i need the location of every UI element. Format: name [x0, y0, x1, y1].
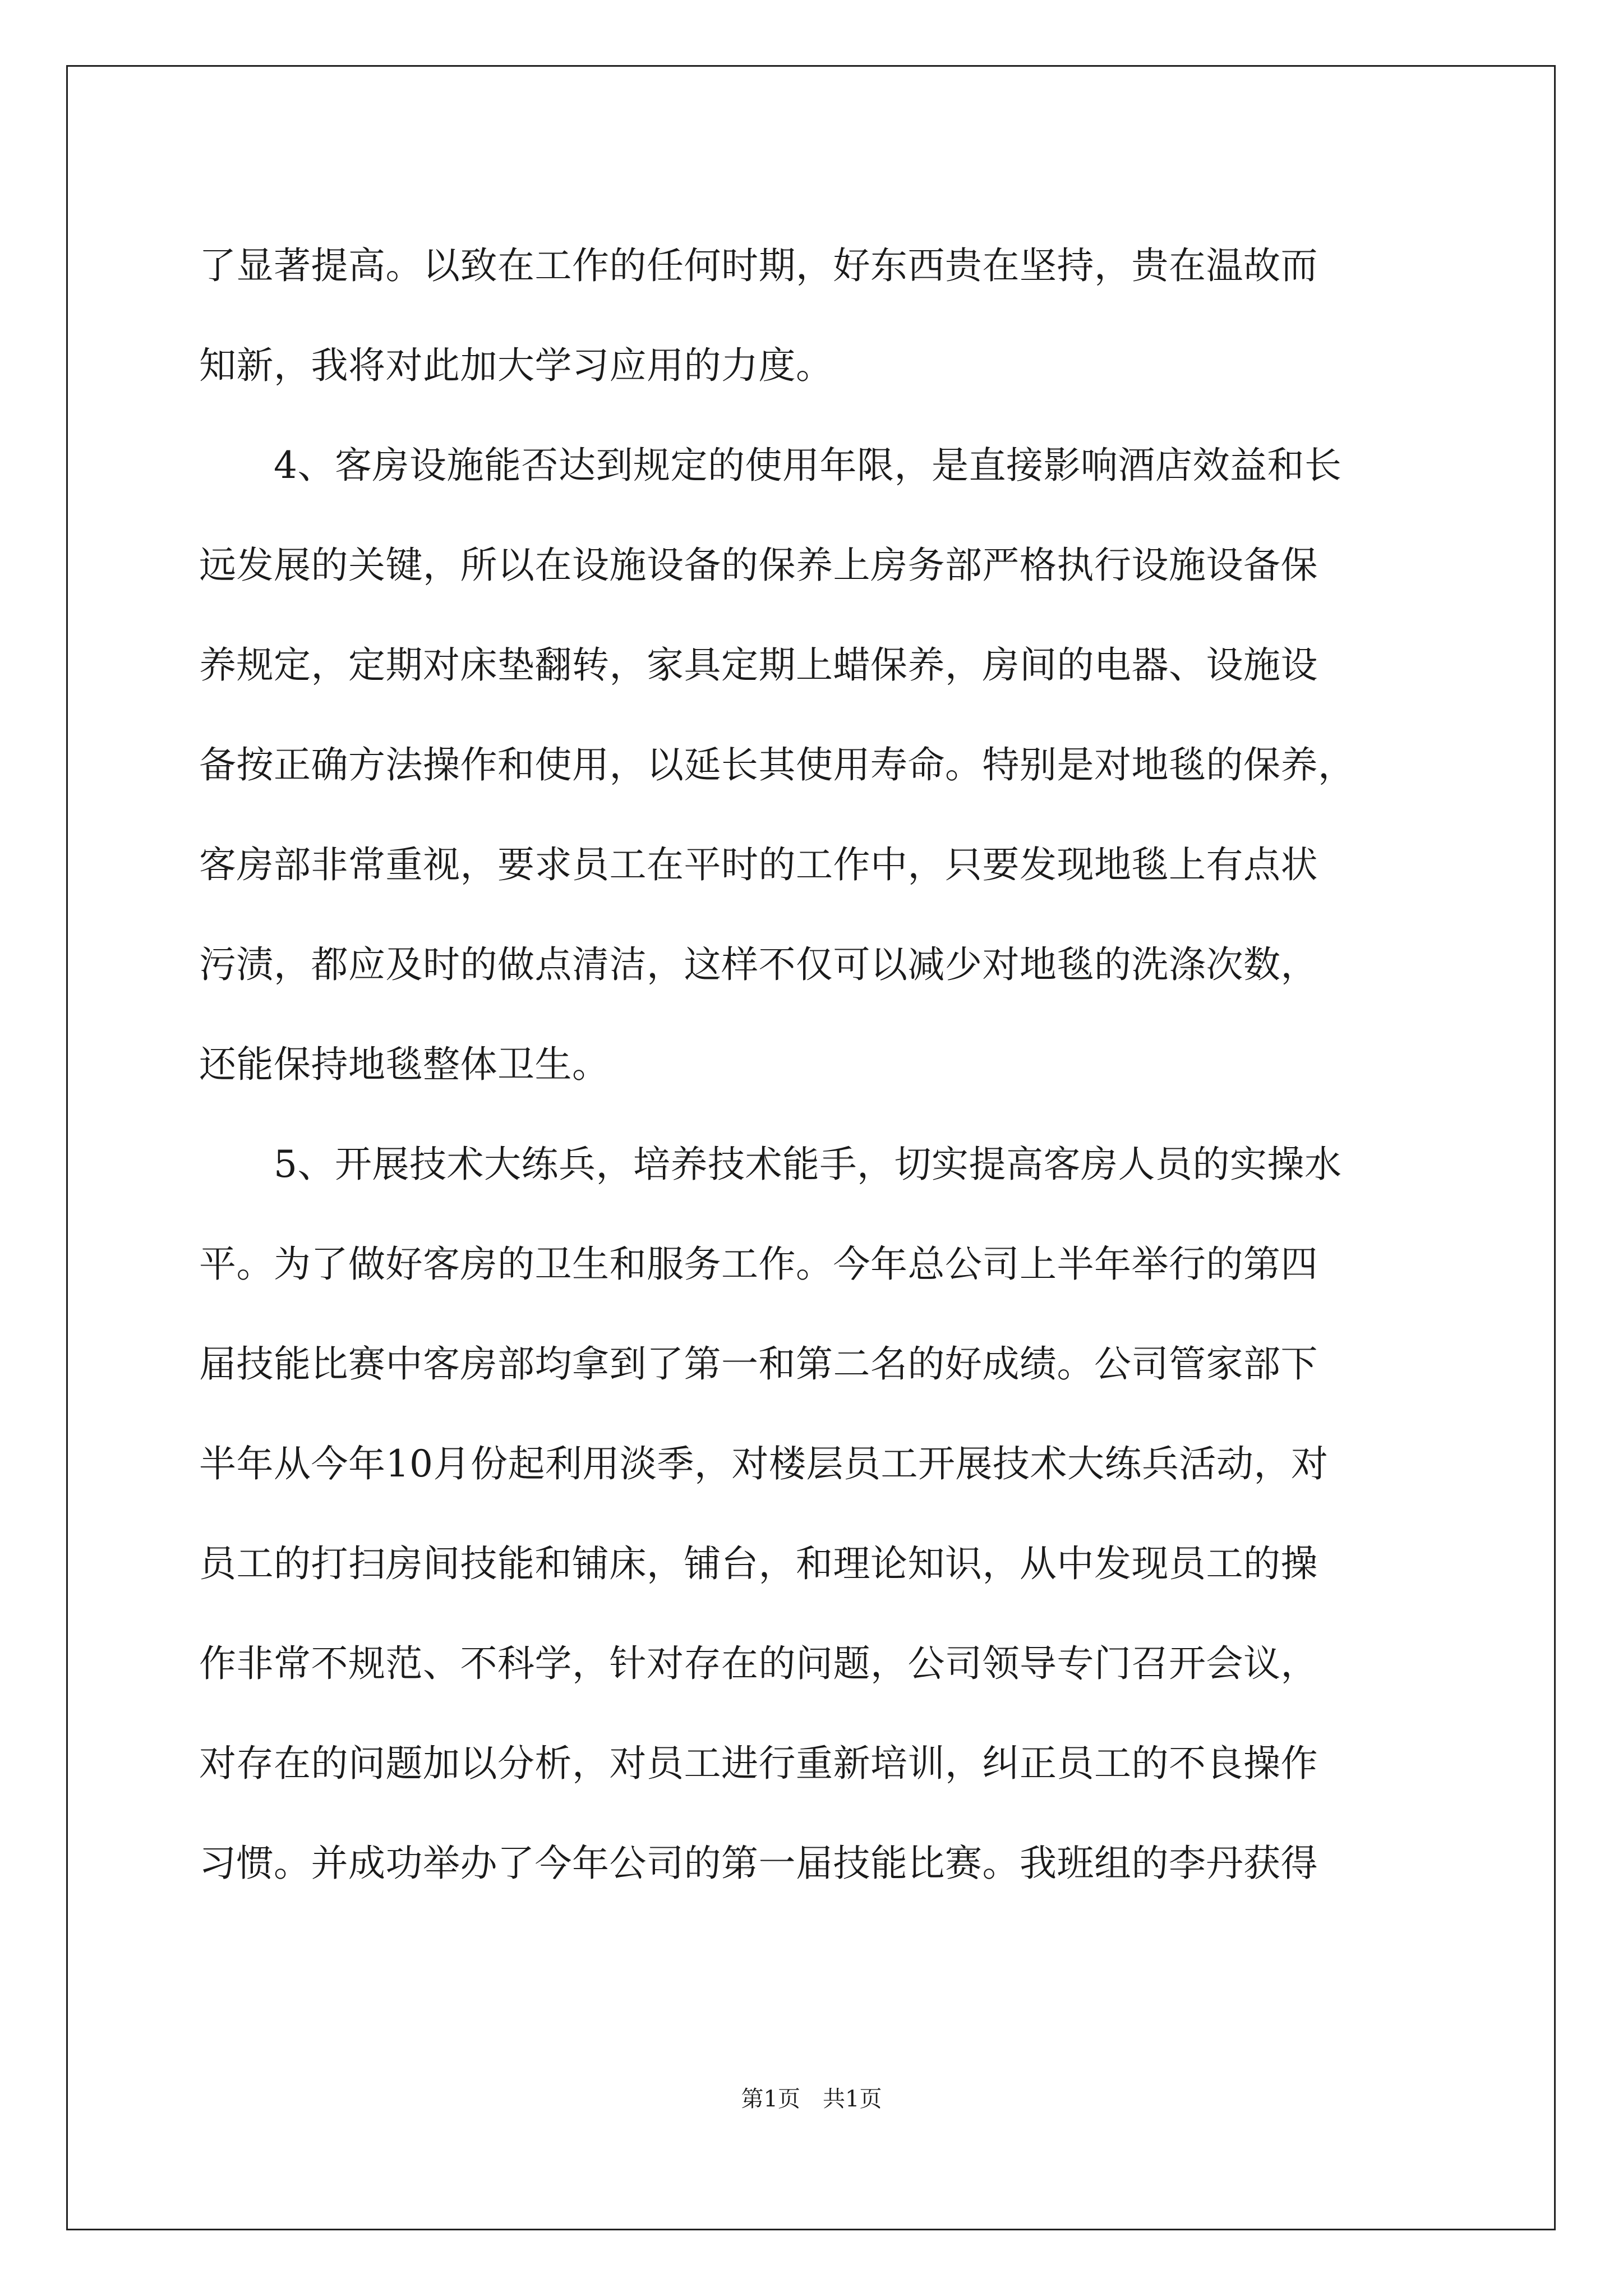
text-line: 半年从今年10月份起利用淡季，对楼层员工开展技术大练兵活动，对	[199, 1442, 1329, 1485]
text-line: 备按正确方法操作和使用，以延长其使用寿命。特别是对地毯的保养，	[199, 743, 1355, 786]
text-line: 了显著提高。以致在工作的任何时期，好东西贵在坚持，贵在温故而	[199, 244, 1318, 287]
text-line: 知新，我将对此加大学习应用的力度。	[199, 344, 833, 387]
text-line: 5、开展技术大练兵，培养技术能手，切实提高客房人员的实操水	[199, 1143, 1342, 1186]
text-line: 4、客房设施能否达到规定的使用年限，是直接影响酒店效益和长	[199, 444, 1342, 487]
text-line: 习惯。并成功举办了今年公司的第一届技能比赛。我班组的李丹获得	[199, 1842, 1318, 1885]
text-line: 客房部非常重视，要求员工在平时的工作中，只要发现地毯上有点状	[199, 843, 1318, 886]
text-line: 远发展的关键，所以在设施设备的保养上房务部严格执行设施设备保	[199, 544, 1318, 587]
text-line: 届技能比赛中客房部均拿到了第一和第二名的好成绩。公司管家部下	[199, 1342, 1318, 1386]
text-line: 平。为了做好客房的卫生和服务工作。今年总公司上半年举行的第四	[199, 1243, 1318, 1286]
page-number: 第1页 共1页	[741, 2086, 882, 2112]
text-line: 作非常不规范、不科学，针对存在的问题，公司领导专门召开会议，	[199, 1642, 1318, 1685]
page-footer	[0, 2081, 1623, 2113]
document-body	[199, 216, 1427, 1913]
text-line: 养规定，定期对床垫翻转，家具定期上蜡保养，房间的电器、设施设	[199, 643, 1318, 687]
text-line: 员工的打扫房间技能和铺床，铺台，和理论知识，从中发现员工的操	[199, 1542, 1318, 1585]
text-line: 对存在的问题加以分析，对员工进行重新培训，纠正员工的不良操作	[199, 1742, 1318, 1785]
text-line: 污渍，都应及时的做点清洁，这样不仅可以减少对地毯的洗涤次数，	[199, 943, 1318, 986]
text-line: 还能保持地毯整体卫生。	[199, 1043, 610, 1086]
